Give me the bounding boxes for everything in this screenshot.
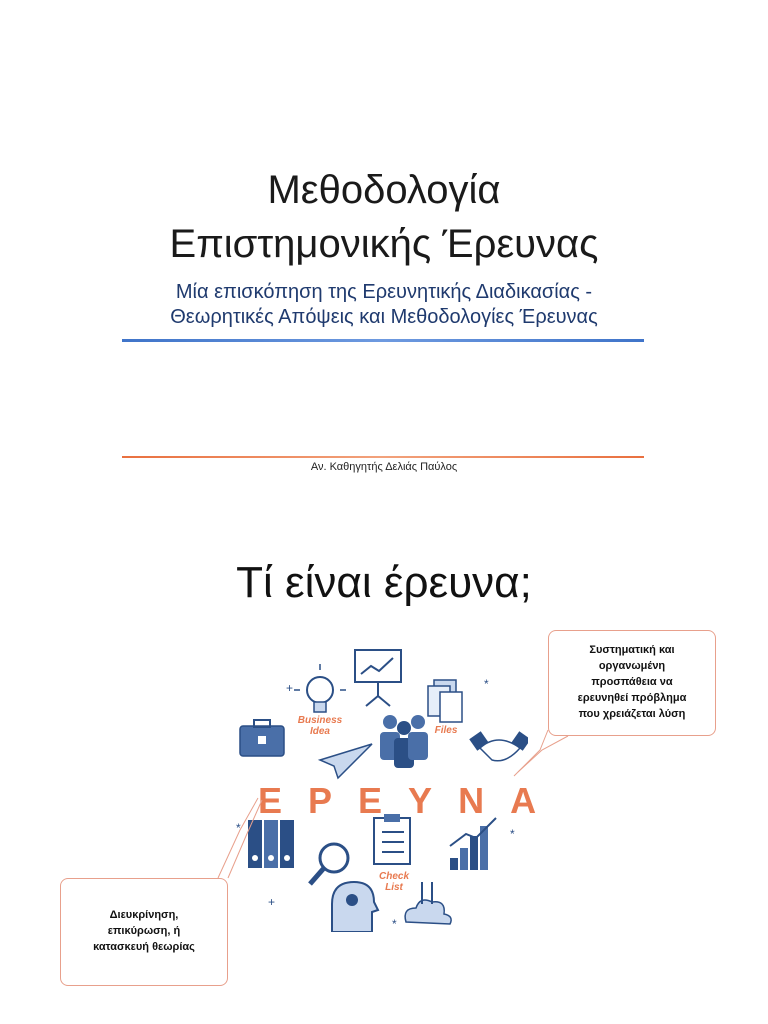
author-name: Αν. Καθηγητής Δελιάς Παύλος bbox=[310, 461, 458, 473]
callout-theory-line: Διευκρίνηση, bbox=[109, 909, 179, 922]
callout-definition-line: προσπάθεια να bbox=[591, 676, 673, 689]
letter-1: Ε bbox=[258, 780, 309, 821]
callout-theory-line: κατασκευή θεωρίας bbox=[93, 940, 195, 953]
callout-definition-line: που χρειάζεται λύση bbox=[578, 707, 686, 720]
letter-4: Υ bbox=[408, 780, 459, 821]
label-files: Files bbox=[434, 725, 458, 736]
sparkle-icon: + bbox=[268, 895, 276, 909]
cover-title-line1: Μεθοδολογία bbox=[267, 168, 501, 212]
callout-definition-line: ερευνηθεί πρόβλημα bbox=[577, 691, 687, 704]
letter-3: Ε bbox=[358, 780, 409, 821]
callout-theory-line: επικύρωση, ή bbox=[107, 925, 181, 938]
letter-6: Α bbox=[510, 780, 563, 821]
sparkle-icon: * bbox=[484, 677, 489, 691]
letter-2: Ρ bbox=[308, 780, 359, 821]
label-list: List bbox=[385, 881, 403, 893]
cover-subtitle-line2: Θεωρητικές Απόψεις και Μεθοδολογίες Έρευνας bbox=[170, 306, 598, 328]
callout-definition-line: Συστηματική και bbox=[589, 644, 675, 657]
sparkle-icon: * bbox=[510, 827, 515, 841]
sparkle-icon: + bbox=[286, 681, 294, 695]
callout-definition bbox=[548, 630, 716, 736]
callout-theory bbox=[60, 878, 228, 986]
label-check: Check bbox=[378, 871, 409, 882]
label-idea: Idea bbox=[309, 725, 330, 737]
slide-question: Τί είναι έρευνα; bbox=[236, 558, 532, 607]
label-business: Business bbox=[297, 715, 343, 726]
callout-definition-line: οργανωμένη bbox=[598, 660, 666, 673]
sparkle-icon: * bbox=[236, 821, 241, 835]
letter-5: Ν bbox=[458, 780, 511, 821]
cover-title-line2: Επιστημονικής Έρευνας bbox=[169, 222, 599, 266]
sparkle-icon: * bbox=[392, 917, 397, 931]
cover-subtitle-line1: Μία επισκόπηση της Ερευνητικής Διαδικασίας - bbox=[175, 281, 593, 303]
